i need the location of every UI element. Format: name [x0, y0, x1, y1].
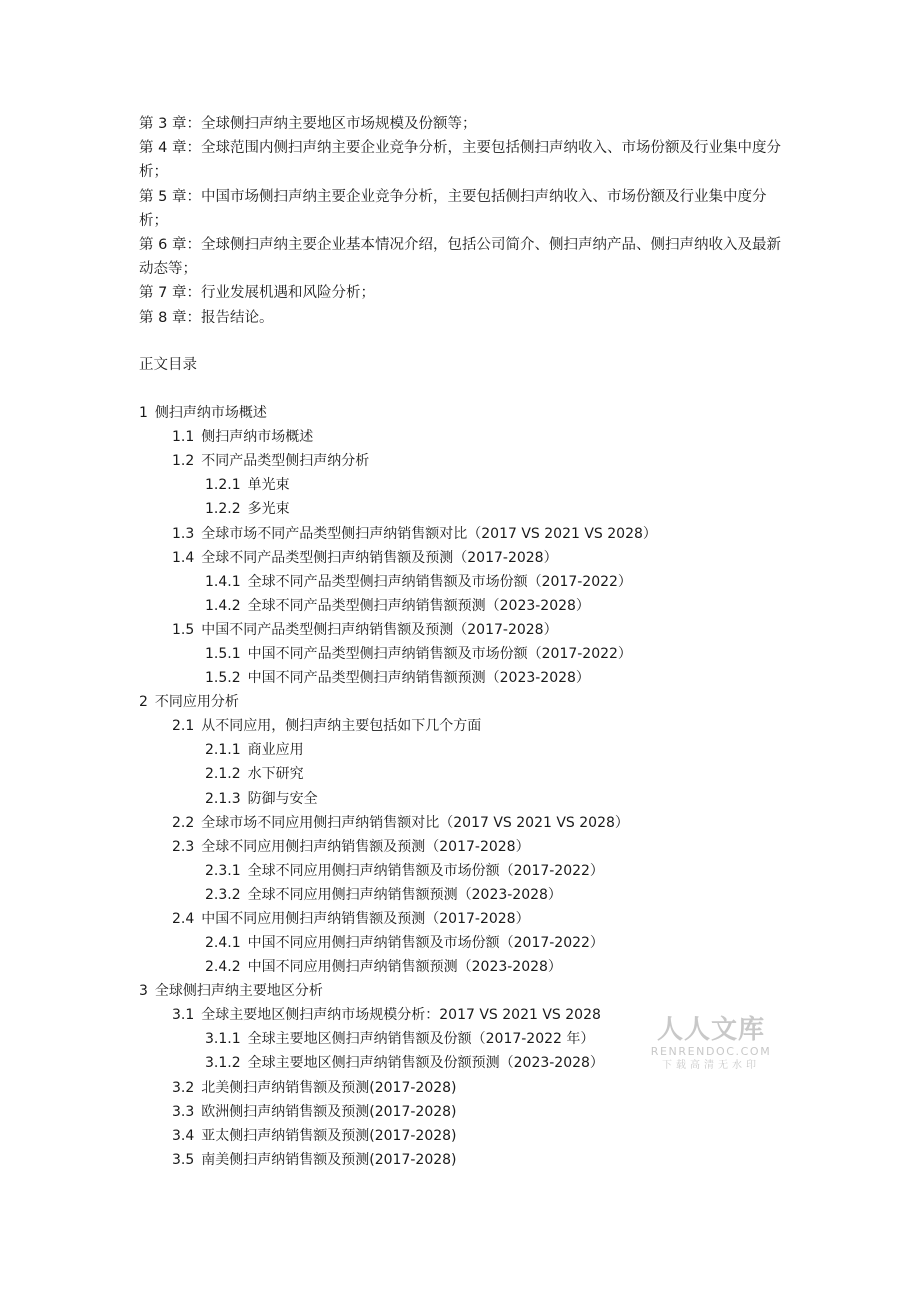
- toc-number: 2.4.2: [205, 959, 241, 975]
- toc-number: 1.5.1: [205, 646, 241, 662]
- watermark-slogan: 下载高清无水印: [662, 1060, 760, 1071]
- toc-number: 2.1.2: [205, 766, 241, 782]
- toc-text: 全球主要地区侧扫声纳销售额及份额（2017-2022 年）: [247, 1031, 595, 1047]
- toc-number: 1.4.2: [205, 598, 241, 614]
- toc-number: 1.2.1: [205, 477, 241, 493]
- toc-text: 中国不同产品类型侧扫声纳销售额及市场份额（2017-2022）: [247, 646, 632, 662]
- toc-number: 2.1.3: [205, 791, 241, 807]
- toc-text: 中国不同应用侧扫声纳销售额预测（2023-2028）: [247, 959, 562, 975]
- toc-entry: [205, 1051, 604, 1075]
- chapter-summary-line: 第 5 章：中国市场侧扫声纳主要企业竞争分析，主要包括侧扫声纳收入、市场份额及行业集中度分析；: [139, 188, 767, 229]
- watermark-domain: RENRENDOC.COM: [650, 1045, 772, 1058]
- toc-text: 南美侧扫声纳销售额及预测(2017-2028): [201, 1152, 457, 1168]
- toc-number: 1.2: [172, 453, 195, 469]
- toc-number: 1.5: [172, 622, 195, 638]
- toc-text: 侧扫声纳市场概述: [154, 405, 267, 421]
- toc-text: 全球市场不同应用侧扫声纳销售额对比（2017 VS 2021 VS 2028）: [201, 815, 629, 831]
- toc-text: 单光束: [247, 477, 290, 493]
- toc-text: 侧扫声纳市场概述: [201, 429, 314, 445]
- toc-text: 全球市场不同产品类型侧扫声纳销售额对比（2017 VS 2021 VS 2028）: [201, 526, 657, 542]
- toc-text: 全球不同应用侧扫声纳销售额及市场份额（2017-2022）: [247, 863, 604, 879]
- toc-number: 1.3: [172, 526, 195, 542]
- toc-text: 从不同应用，侧扫声纳主要包括如下几个方面: [201, 718, 482, 734]
- chapter-summary-line: 第 6 章：全球侧扫声纳主要企业基本情况介绍，包括公司简介、侧扫声纳产品、侧扫声纳收入及最新动态等；: [139, 237, 781, 278]
- toc-entry: [172, 425, 313, 449]
- chapter-summary-line: 第 4 章：全球范围内侧扫声纳主要企业竞争分析，主要包括侧扫声纳收入、市场份额及行业集中度分析；: [139, 140, 781, 181]
- toc-entry: [205, 570, 632, 594]
- toc-number: 2.3: [172, 839, 195, 855]
- toc-entry: [172, 449, 369, 473]
- toc-text: 防御与安全: [247, 791, 318, 807]
- toc-entry: [139, 979, 323, 1003]
- toc-number: 1: [139, 405, 148, 421]
- toc-text: 不同产品类型侧扫声纳分析: [201, 453, 370, 469]
- toc-entry: [172, 1124, 457, 1148]
- toc-entry: [139, 690, 239, 714]
- toc-entry: [205, 738, 304, 762]
- toc-text: 全球不同产品类型侧扫声纳销售额及市场份额（2017-2022）: [247, 574, 632, 590]
- toc-text: 中国不同应用侧扫声纳销售额及市场份额（2017-2022）: [247, 935, 604, 951]
- toc-entry: [205, 931, 604, 955]
- toc-number: 2.3.1: [205, 863, 241, 879]
- toc-text: 欧洲侧扫声纳销售额及预测(2017-2028): [201, 1104, 457, 1120]
- toc-entry: [172, 811, 629, 835]
- toc-number: 3.5: [172, 1152, 195, 1168]
- toc-entry: [205, 883, 562, 907]
- toc-number: 2.4.1: [205, 935, 241, 951]
- toc-text: 全球不同产品类型侧扫声纳销售额预测（2023-2028）: [247, 598, 590, 614]
- toc-entry: [172, 522, 657, 546]
- watermark-logo: [646, 1015, 776, 1077]
- toc-number: 2.2: [172, 815, 195, 831]
- toc-text: 全球侧扫声纳主要地区分析: [154, 983, 323, 999]
- toc-text: 水下研究: [247, 766, 304, 782]
- toc-text: 全球不同应用侧扫声纳销售额及预测（2017-2028）: [201, 839, 530, 855]
- toc-number: 1.4.1: [205, 574, 241, 590]
- toc-entry: [172, 546, 558, 570]
- toc-entry: [205, 497, 290, 521]
- toc-entry: [205, 473, 290, 497]
- toc-number: 3.1.2: [205, 1055, 241, 1071]
- toc-entry: [172, 907, 530, 931]
- chapter-summary: [139, 112, 784, 330]
- toc-number: 3.1: [172, 1007, 195, 1023]
- toc-number: 2.3.2: [205, 887, 241, 903]
- toc-number: 3: [139, 983, 148, 999]
- toc-entry: [172, 714, 481, 738]
- toc-entry: [205, 642, 632, 666]
- toc-entry: [172, 1076, 457, 1100]
- chapter-summary-line: 第 7 章：行业发展机遇和风险分析；: [139, 285, 375, 302]
- toc-entry: [205, 594, 590, 618]
- toc-text: 亚太侧扫声纳销售额及预测(2017-2028): [201, 1128, 457, 1144]
- toc-entry: [205, 955, 562, 979]
- toc-text: 商业应用: [247, 742, 304, 758]
- chapter-summary-line: 第 8 章：报告结论。: [139, 309, 274, 326]
- toc-number: 2.1: [172, 718, 195, 734]
- toc-number: 2: [139, 694, 148, 710]
- toc-entry: [205, 762, 304, 786]
- toc-entry: [172, 618, 558, 642]
- toc-text: 中国不同应用侧扫声纳销售额及预测（2017-2028）: [201, 911, 530, 927]
- watermark-title: 人人文库: [656, 1015, 765, 1045]
- toc-text: 多光束: [247, 501, 290, 517]
- toc-number: 1.1: [172, 429, 195, 445]
- toc-text: 全球不同产品类型侧扫声纳销售额及预测（2017-2028）: [201, 550, 558, 566]
- toc-number: 2.1.1: [205, 742, 241, 758]
- toc-text: 不同应用分析: [154, 694, 239, 710]
- toc-entry: [172, 1003, 601, 1027]
- toc-number: 3.2: [172, 1080, 195, 1096]
- toc-entry: [139, 401, 267, 425]
- toc-entry: [172, 1148, 457, 1172]
- toc-number: 1.4: [172, 550, 195, 566]
- toc-entry: [205, 1027, 594, 1051]
- toc-entry: [205, 666, 590, 690]
- toc-entry: [172, 835, 530, 859]
- toc-title: 正文目录: [139, 357, 197, 373]
- toc-number: 2.4: [172, 911, 195, 927]
- toc-entry: [205, 787, 318, 811]
- toc-text: 全球主要地区侧扫声纳销售额及份额预测（2023-2028）: [247, 1055, 604, 1071]
- toc-text: 中国不同产品类型侧扫声纳销售额预测（2023-2028）: [247, 670, 590, 686]
- toc-number: 3.4: [172, 1128, 195, 1144]
- toc-number: 3.1.1: [205, 1031, 241, 1047]
- toc-number: 1.5.2: [205, 670, 241, 686]
- toc-number: 3.3: [172, 1104, 195, 1120]
- toc-entry: [205, 859, 604, 883]
- toc-text: 北美侧扫声纳销售额及预测(2017-2028): [201, 1080, 457, 1096]
- toc-text: 全球主要地区侧扫声纳市场规模分析：2017 VS 2021 VS 2028: [201, 1007, 601, 1023]
- toc-entry: [172, 1100, 457, 1124]
- toc-number: 1.2.2: [205, 501, 241, 517]
- toc-text: 中国不同产品类型侧扫声纳销售额及预测（2017-2028）: [201, 622, 558, 638]
- chapter-summary-line: 第 3 章：全球侧扫声纳主要地区市场规模及份额等；: [139, 116, 477, 132]
- toc-text: 全球不同应用侧扫声纳销售额预测（2023-2028）: [247, 887, 562, 903]
